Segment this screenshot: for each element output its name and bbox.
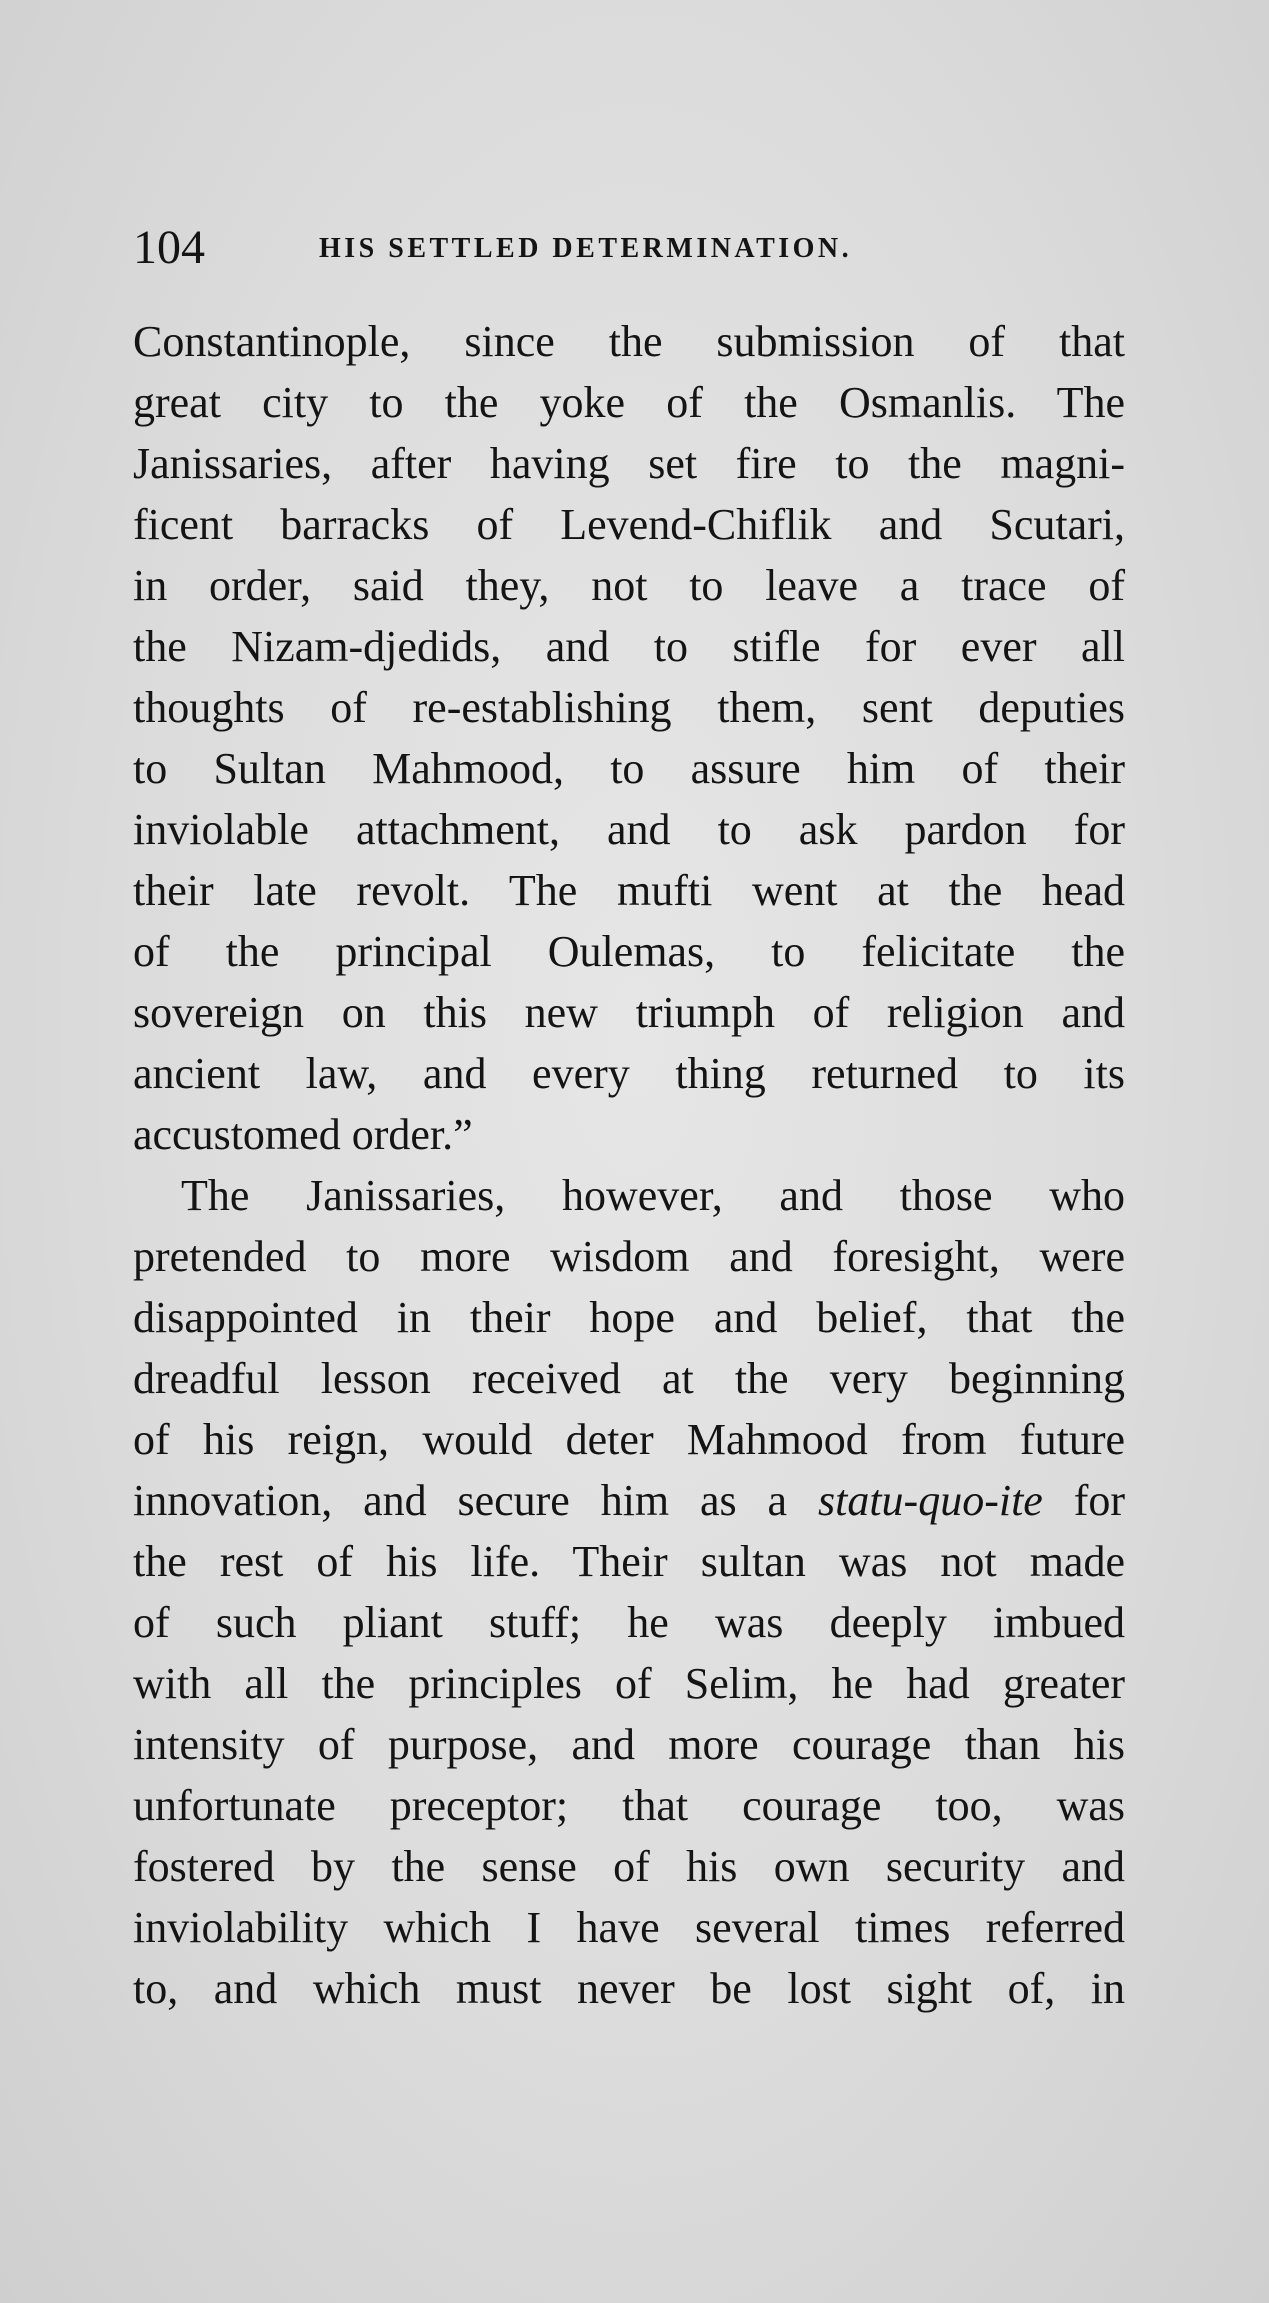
page-number: 104 [133,221,205,274]
text-segment: for [1073,1476,1126,1525]
text-segment: innovation, and secure him as a [133,1476,788,1525]
text-line: dreadful lesson received at the very beginning [133,1354,1125,1403]
text-line: ancient law, and every thing returned to its [133,1049,1125,1098]
paragraph-start-line: The Janissaries, however, and those who [181,1171,1125,1220]
text-line: to Sultan Mahmood, to assure him of their [133,744,1125,793]
text-line: of such pliant stuff; he was deeply imbued [133,1598,1125,1647]
text-line: the Nizam-djedids, and to stifle for ever all [133,622,1125,671]
text-line: ficent barracks of Levend-Chiflik and Scutari, [133,500,1125,549]
text-line-with-italic [133,1470,1125,1531]
text-line: inviolable attachment, and to ask pardon for [133,805,1125,854]
text-line: unfortunate preceptor; that courage too, was [133,1781,1125,1830]
text-line: to, and which must never be lost sight of, in [133,1964,1125,2013]
text-line: disappointed in their hope and belief, that the [133,1293,1125,1342]
running-head [133,218,1133,278]
text-line: Constantinople, since the submission of that [133,317,1125,366]
running-head-title: HIS SETTLED DETERMINATION. [319,233,853,264]
text-line: sovereign on this new triumph of religion and [133,988,1125,1037]
text-line: inviolability which I have several times referred [133,1903,1125,1952]
italic-term: statu-quo-ite [817,1476,1043,1525]
text-line: fostered by the sense of his own security and [133,1842,1125,1891]
text-line: pretended to more wisdom and foresight, were [133,1232,1125,1281]
text-line: great city to the yoke of the Osmanlis. The [133,378,1125,427]
text-line: in order, said they, not to leave a trace of [133,561,1125,610]
body-text [133,311,1125,2019]
text-line: of the principal Oulemas, to felicitate the [133,927,1125,976]
text-line: with all the principles of Selim, he had greater [133,1659,1125,1708]
text-line: of his reign, would deter Mahmood from future [133,1415,1125,1464]
text-line: their late revolt. The mufti went at the head [133,866,1125,915]
text-line: Janissaries, after having set fire to the magni- [133,439,1125,488]
paragraph-end-line: accustomed order.” [133,1110,473,1159]
text-line: thoughts of re-establishing them, sent deputies [133,683,1125,732]
text-line: the rest of his life. Their sultan was not made [133,1537,1125,1586]
text-line: intensity of purpose, and more courage than his [133,1720,1125,1769]
